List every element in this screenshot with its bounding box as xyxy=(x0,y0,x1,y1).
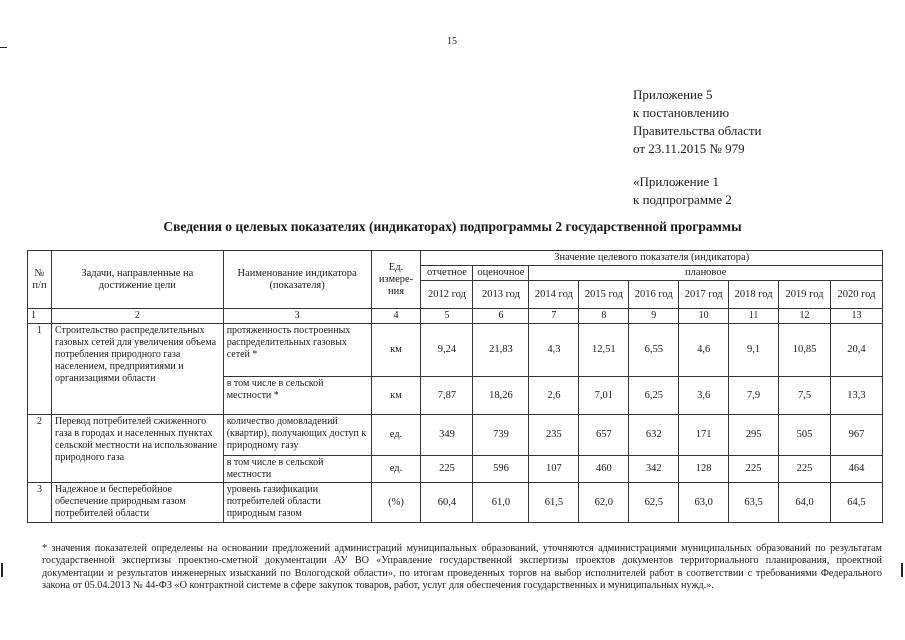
value-cell: 62,5 xyxy=(629,483,679,523)
value-cell: 739 xyxy=(473,415,529,456)
annex-sub-line: «Приложение 1 xyxy=(633,174,720,189)
row-indicator: протяженность построенных распределительных газовых сетей * xyxy=(223,324,371,377)
value-cell: 63,0 xyxy=(679,483,729,523)
value-cell: 3,6 xyxy=(679,377,729,415)
annex-heading xyxy=(633,86,762,158)
indicators-table xyxy=(27,250,883,523)
value-cell: 9,24 xyxy=(421,324,473,377)
scan-edge-mark-right-bottom xyxy=(901,563,903,577)
value-cell: 4,6 xyxy=(679,324,729,377)
table-row xyxy=(28,415,883,456)
row-indicator: количество домовладений (квартир), получающих доступ к природному газу xyxy=(223,415,371,456)
value-cell: 342 xyxy=(629,456,679,483)
header-year: 2020 год xyxy=(830,281,882,309)
value-cell: 4,3 xyxy=(529,324,579,377)
row-task: Строительство распределительных газовых сетей для увеличения объема потребления природного газа населением, предприятиями и организациями области xyxy=(51,324,223,415)
scan-edge-mark-left-bottom xyxy=(1,563,3,577)
column-number: 4 xyxy=(371,309,421,324)
value-cell: 61,5 xyxy=(529,483,579,523)
header-reported: отчетное xyxy=(421,266,473,281)
value-cell: 460 xyxy=(579,456,629,483)
value-cell: 20,4 xyxy=(830,324,882,377)
column-number: 13 xyxy=(830,309,882,324)
value-cell: 7,5 xyxy=(779,377,831,415)
column-numbers-row xyxy=(28,309,883,324)
row-unit: ед. xyxy=(371,415,421,456)
table-row xyxy=(28,324,883,377)
value-cell: 7,87 xyxy=(421,377,473,415)
value-cell: 2,6 xyxy=(529,377,579,415)
value-cell: 13,3 xyxy=(830,377,882,415)
row-unit: км xyxy=(371,377,421,415)
column-number: 9 xyxy=(629,309,679,324)
row-unit: ед. xyxy=(371,456,421,483)
column-number: 11 xyxy=(729,309,779,324)
row-number: 2 xyxy=(28,415,52,483)
value-cell: 596 xyxy=(473,456,529,483)
column-number: 10 xyxy=(679,309,729,324)
value-cell: 967 xyxy=(830,415,882,456)
value-cell: 64,5 xyxy=(830,483,882,523)
header-year: 2015 год xyxy=(579,281,629,309)
annex-line: Правительства области xyxy=(633,123,762,138)
value-cell: 235 xyxy=(529,415,579,456)
column-number: 1 xyxy=(28,309,52,324)
value-cell: 107 xyxy=(529,456,579,483)
annex-line: к постановлению xyxy=(633,105,730,120)
value-cell: 63,5 xyxy=(729,483,779,523)
row-unit: км xyxy=(371,324,421,377)
value-cell: 464 xyxy=(830,456,882,483)
table-row xyxy=(28,483,883,523)
value-cell: 7,9 xyxy=(729,377,779,415)
header-indicator: Наименование индикатора (показателя) xyxy=(223,251,371,309)
value-cell: 225 xyxy=(729,456,779,483)
value-cell: 295 xyxy=(729,415,779,456)
row-number: 1 xyxy=(28,324,52,415)
row-indicator: в том числе в сельской местности * xyxy=(223,377,371,415)
annex-line: от 23.11.2015 № 979 xyxy=(633,141,745,156)
value-cell: 9,1 xyxy=(729,324,779,377)
value-cell: 64,0 xyxy=(779,483,831,523)
value-cell: 225 xyxy=(421,456,473,483)
value-cell: 6,55 xyxy=(629,324,679,377)
value-cell: 18,26 xyxy=(473,377,529,415)
column-number: 8 xyxy=(579,309,629,324)
header-unit: Ед. измере-ния xyxy=(371,251,421,309)
value-cell: 171 xyxy=(679,415,729,456)
annex-subheading xyxy=(633,173,732,209)
row-indicator: уровень газификации потребителей области природным газом xyxy=(223,483,371,523)
page-number: 15 xyxy=(447,36,457,47)
header-year: 2019 год xyxy=(779,281,831,309)
scan-edge-mark-left-top xyxy=(0,47,7,48)
value-cell: 632 xyxy=(629,415,679,456)
header-estimated: оценочное xyxy=(473,266,529,281)
value-cell: 349 xyxy=(421,415,473,456)
value-cell: 21,83 xyxy=(473,324,529,377)
value-cell: 505 xyxy=(779,415,831,456)
value-cell: 657 xyxy=(579,415,629,456)
row-number: 3 xyxy=(28,483,52,523)
header-year: 2014 год xyxy=(529,281,579,309)
row-indicator: в том числе в сельской местности xyxy=(223,456,371,483)
column-number: 2 xyxy=(51,309,223,324)
header-tasks: Задачи, направленные на достижение цели xyxy=(51,251,223,309)
column-number: 7 xyxy=(529,309,579,324)
column-number: 6 xyxy=(473,309,529,324)
value-cell: 7,01 xyxy=(579,377,629,415)
value-cell: 6,25 xyxy=(629,377,679,415)
header-planned: плановое xyxy=(529,266,883,281)
value-cell: 225 xyxy=(779,456,831,483)
value-cell: 62,0 xyxy=(579,483,629,523)
header-year: 2012 год xyxy=(421,281,473,309)
header-year: 2013 год xyxy=(473,281,529,309)
footnote: * значения показателей определены на основании предложений администраций муниципальных образований, уточняются администрациями муниципальных образований по результатам государственной экспертизы проектно-сметной документации АУ ВО «Управление государственной экспертизы проектов документов территориального планирования, проектной документации и результатов инженерных изысканий по Вологодской области», по итогам проведенных торгов на выбор исполнителей работ в соответствии с требованиями Федерального закона от 05.04.2013 № 44-ФЗ «О контрактной системе в сфере закупок товаров, работ, услуг для обеспечения государственных и муниципальных нужд.». xyxy=(42,543,882,592)
value-cell: 10,85 xyxy=(779,324,831,377)
value-cell: 60,4 xyxy=(421,483,473,523)
document-title: Сведения о целевых показателях (индикаторах) подпрограммы 2 государственной программы xyxy=(163,219,742,234)
row-unit: (%) xyxy=(371,483,421,523)
column-number: 3 xyxy=(223,309,371,324)
header-num: № п/п xyxy=(28,251,52,309)
header-year: 2017 год xyxy=(679,281,729,309)
header-year: 2016 год xyxy=(629,281,679,309)
column-number: 12 xyxy=(779,309,831,324)
row-task: Надежное и бесперебойное обеспечение природным газом потребителей области xyxy=(51,483,223,523)
row-task: Перевод потребителей сжиженного газа в городах и населенных пунктах сельской местности на использование природного газа xyxy=(51,415,223,483)
value-cell: 12,51 xyxy=(579,324,629,377)
value-cell: 128 xyxy=(679,456,729,483)
annex-line: Приложение 5 xyxy=(633,87,713,102)
value-cell: 61,0 xyxy=(473,483,529,523)
annex-sub-line: к подпрограмме 2 xyxy=(633,192,732,207)
header-value-group: Значение целевого показателя (индикатора) xyxy=(421,251,883,266)
header-year: 2018 год xyxy=(729,281,779,309)
column-number: 5 xyxy=(421,309,473,324)
